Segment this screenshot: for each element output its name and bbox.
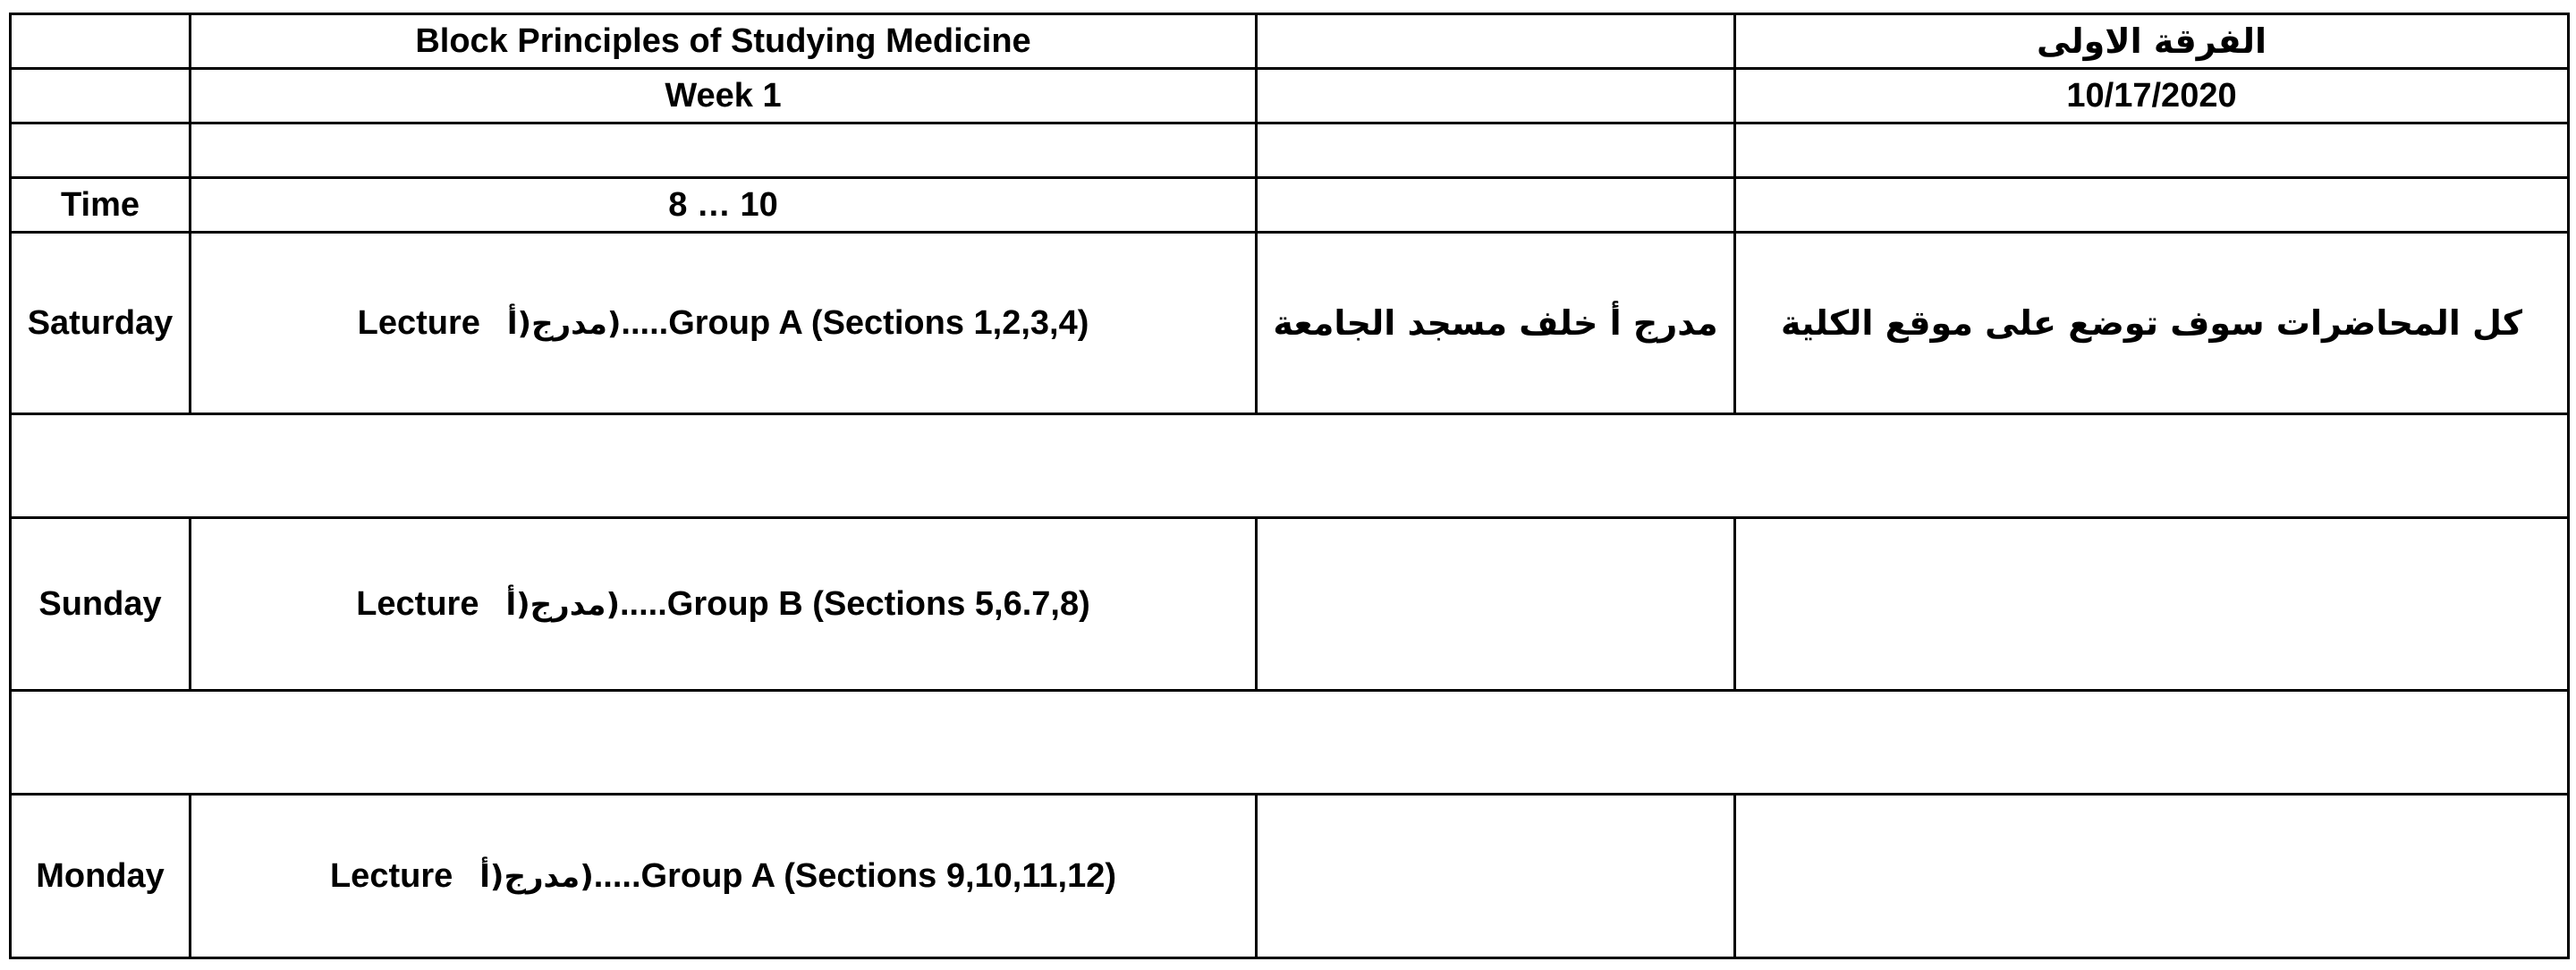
day-row-monday bbox=[11, 795, 2569, 958]
time-label: Time bbox=[11, 178, 191, 233]
header-row bbox=[11, 14, 2569, 69]
empty-cell bbox=[1257, 14, 1735, 69]
day-row-saturday bbox=[11, 233, 2569, 414]
week-label: Week 1 bbox=[191, 69, 1257, 123]
year-label: الفرقة الاولى bbox=[1735, 14, 2569, 69]
location-cell bbox=[1257, 518, 1735, 691]
hall-label: (مدرج(أ bbox=[506, 305, 622, 342]
spacer-cell bbox=[11, 691, 2569, 795]
time-row bbox=[11, 178, 2569, 233]
group-label: .....Group A (Sections 1,2,3,4) bbox=[621, 303, 1089, 342]
time-value: 8 … 10 bbox=[191, 178, 1257, 233]
empty-cell bbox=[1257, 69, 1735, 123]
spacer-row bbox=[11, 414, 2569, 518]
note-cell: كل المحاضرات سوف توضع على موقع الكلية bbox=[1735, 233, 2569, 414]
location-cell: مدرج أ خلف مسجد الجامعة bbox=[1257, 233, 1735, 414]
note-cell bbox=[1735, 795, 2569, 958]
empty-cell bbox=[11, 69, 191, 123]
empty-cell bbox=[1257, 123, 1735, 178]
lecture-word: Lecture bbox=[357, 303, 480, 342]
lecture-cell bbox=[191, 795, 1257, 958]
empty-cell bbox=[1735, 178, 2569, 233]
lecture-word: Lecture bbox=[356, 584, 479, 623]
day-label: Saturday bbox=[11, 233, 191, 414]
blank-row bbox=[11, 123, 2569, 178]
empty-cell bbox=[1257, 178, 1735, 233]
block-title: Block Principles of Studying Medicine bbox=[191, 14, 1257, 69]
empty-cell bbox=[1735, 123, 2569, 178]
date-label: 10/17/2020 bbox=[1735, 69, 2569, 123]
note-cell bbox=[1735, 518, 2569, 691]
spacer-cell bbox=[11, 414, 2569, 518]
group-label: .....Group B (Sections 5,6.7,8) bbox=[619, 584, 1090, 623]
schedule-table bbox=[9, 13, 2570, 959]
lecture-cell bbox=[191, 518, 1257, 691]
week-row bbox=[11, 69, 2569, 123]
empty-cell bbox=[11, 123, 191, 178]
spacer-row bbox=[11, 691, 2569, 795]
day-label: Sunday bbox=[11, 518, 191, 691]
lecture-cell bbox=[191, 233, 1257, 414]
location-cell bbox=[1257, 795, 1735, 958]
empty-cell bbox=[191, 123, 1257, 178]
lecture-word: Lecture bbox=[329, 856, 453, 895]
corner-cell bbox=[11, 14, 191, 69]
day-row-sunday bbox=[11, 518, 2569, 691]
day-label: Monday bbox=[11, 795, 191, 958]
hall-label: (مدرج(أ bbox=[505, 586, 620, 623]
group-label: .....Group A (Sections 9,10,11,12) bbox=[593, 856, 1117, 895]
hall-label: (مدرج(أ bbox=[479, 858, 594, 895]
